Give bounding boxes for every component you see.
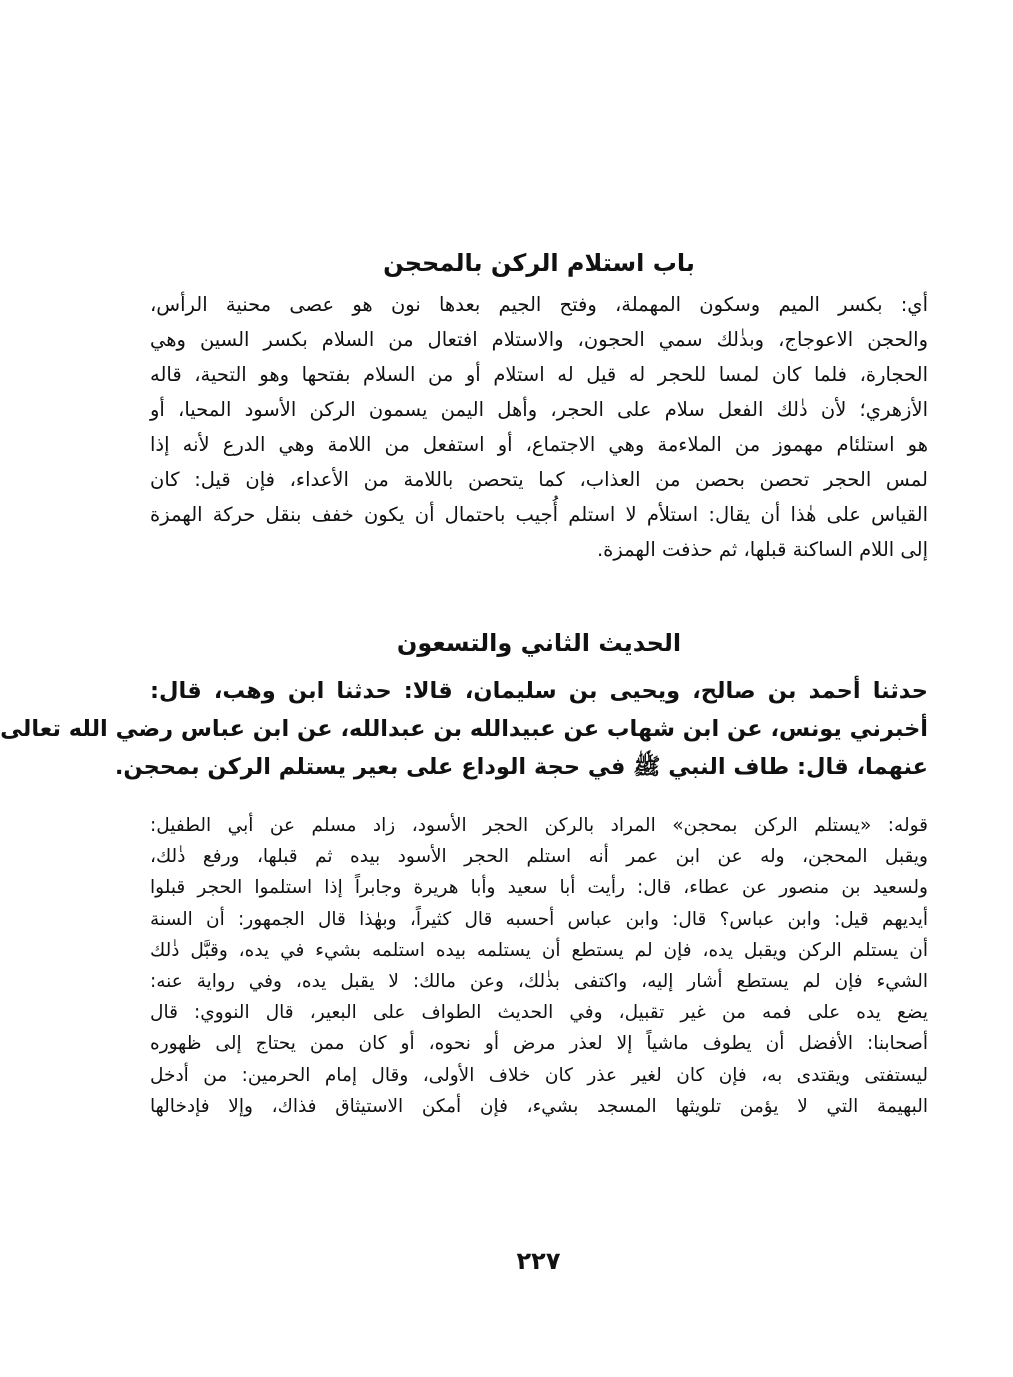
hadith-line: أخبرني يونس، عن ابن شهاب عن عبيدالله بن عبدالله، عن ابن عباس رضي الله تعالى	[0, 716, 928, 742]
hadith-line: عنهما، قال: طاف النبي ﷺ في حجة الوداع على بعير يستلم الركن بمحجن.	[114, 754, 928, 780]
commentary-line: هو استلئام مهموز من الملاءمة وهي الاجتماع، أو استفعل من اللامة وهي الدرع لأنه إذا	[150, 433, 928, 456]
commentary-line: القياس على هٰذا أن يقال: استلأم لا استلم أُجيب باحتمال أن يكون خفف بنقل حركة الهمزة	[150, 503, 928, 526]
section-heading-block	[150, 248, 928, 278]
commentary-line: ولسعيد بن منصور عن عطاء، قال: رأيت أبا سعيد وأبا هريرة وجابراً إذا استلموا الحجر قبلوا	[150, 877, 928, 899]
commentary-line: والحجن الاعوجاج، وبذٰلك سمي الحجون، والاستلام افتعال من السلام بكسر السين وهي	[150, 328, 928, 351]
commentary-line: أيديهم قيل: وابن عباس؟ قال: وابن عباس أحسبه قال كثيراً، وبهٰذا قال الجمهور: أن السنة	[150, 908, 928, 930]
commentary-line: ليستفتى ويقتدى به، فإن كان لغير عذر كان خلاف الأولى، وقال إمام الحرمين: من أدخل	[150, 1064, 928, 1086]
page-number: ٢٢٧	[516, 1247, 561, 1275]
commentary-line: يضع يده على فمه من غير تقبيل، وفي الحديث الطواف على البعير، قال النووي: قال	[150, 1002, 928, 1024]
commentary-line: قوله: «يستلم الركن بمحجن» المراد بالركن الحجر الأسود، زاد مسلم عن أبي الطفيل:	[150, 815, 928, 836]
commentary-line: أي: بكسر الميم وسكون المهملة، وفتح الجيم بعدها نون هو عصى محنية الرأس،	[150, 293, 928, 316]
commentary-line: ويقبل المحجن، وله عن ابن عمر أنه استلم الحجر الأسود بيده ثم قبلها، ورفع ذٰلك،	[150, 846, 928, 868]
hadith-commentary	[150, 810, 928, 1122]
commentary-line: الحجارة، فلما كان لمسا للحجر له قيل له استلام أو من السلام بفتحها وهو التحية، قاله	[150, 363, 928, 386]
section-commentary	[150, 287, 928, 567]
commentary-line: إلى اللام الساكنة قبلها، ثم حذفت الهمزة.	[596, 538, 928, 561]
commentary-line: لمس الحجر تحصن بحصن من العذاب، كما يتحصن باللامة من الأعداء، فإن قيل: كان	[150, 468, 928, 491]
commentary-line: الأزهري؛ لأن ذٰلك الفعل سلام على الحجر، وأهل اليمن يسمون الركن الأسود المحيا، أو	[150, 398, 928, 421]
commentary-line: البهيمة التي لا يؤمن تلويثها المسجد بشيء، فإن أمكن الاستيثاق فذاك، وإلا فإدخالها	[150, 1095, 928, 1117]
commentary-line: أن يستلم الركن ويقبل يده، فإن لم يستطع أن يستلمه بيده استلمه بشيء في يده، وقبَّل ذٰلك	[150, 939, 928, 961]
commentary-line: أصحابنا: الأفضل أن يطوف ماشياً إلا لعذر مرض أو نحوه، أو كان ممن يحتاج إلى ظهوره	[150, 1033, 928, 1055]
section-title: باب استلام الركن بالمحجن	[383, 249, 695, 277]
hadith-title: الحديث الثاني والتسعون	[396, 629, 682, 657]
hadith-line: حدثنا أحمد بن صالح، ويحيى بن سليمان، قالا: حدثنا ابن وهب، قال:	[150, 678, 928, 704]
hadith-text	[0, 672, 928, 786]
commentary-line: الشيء فإن لم يستطع أشار إليه، واكتفى بذٰلك، وعن مالك: لا يقبل يده، وفي رواية عنه:	[150, 970, 928, 992]
hadith-heading-block	[150, 628, 928, 658]
